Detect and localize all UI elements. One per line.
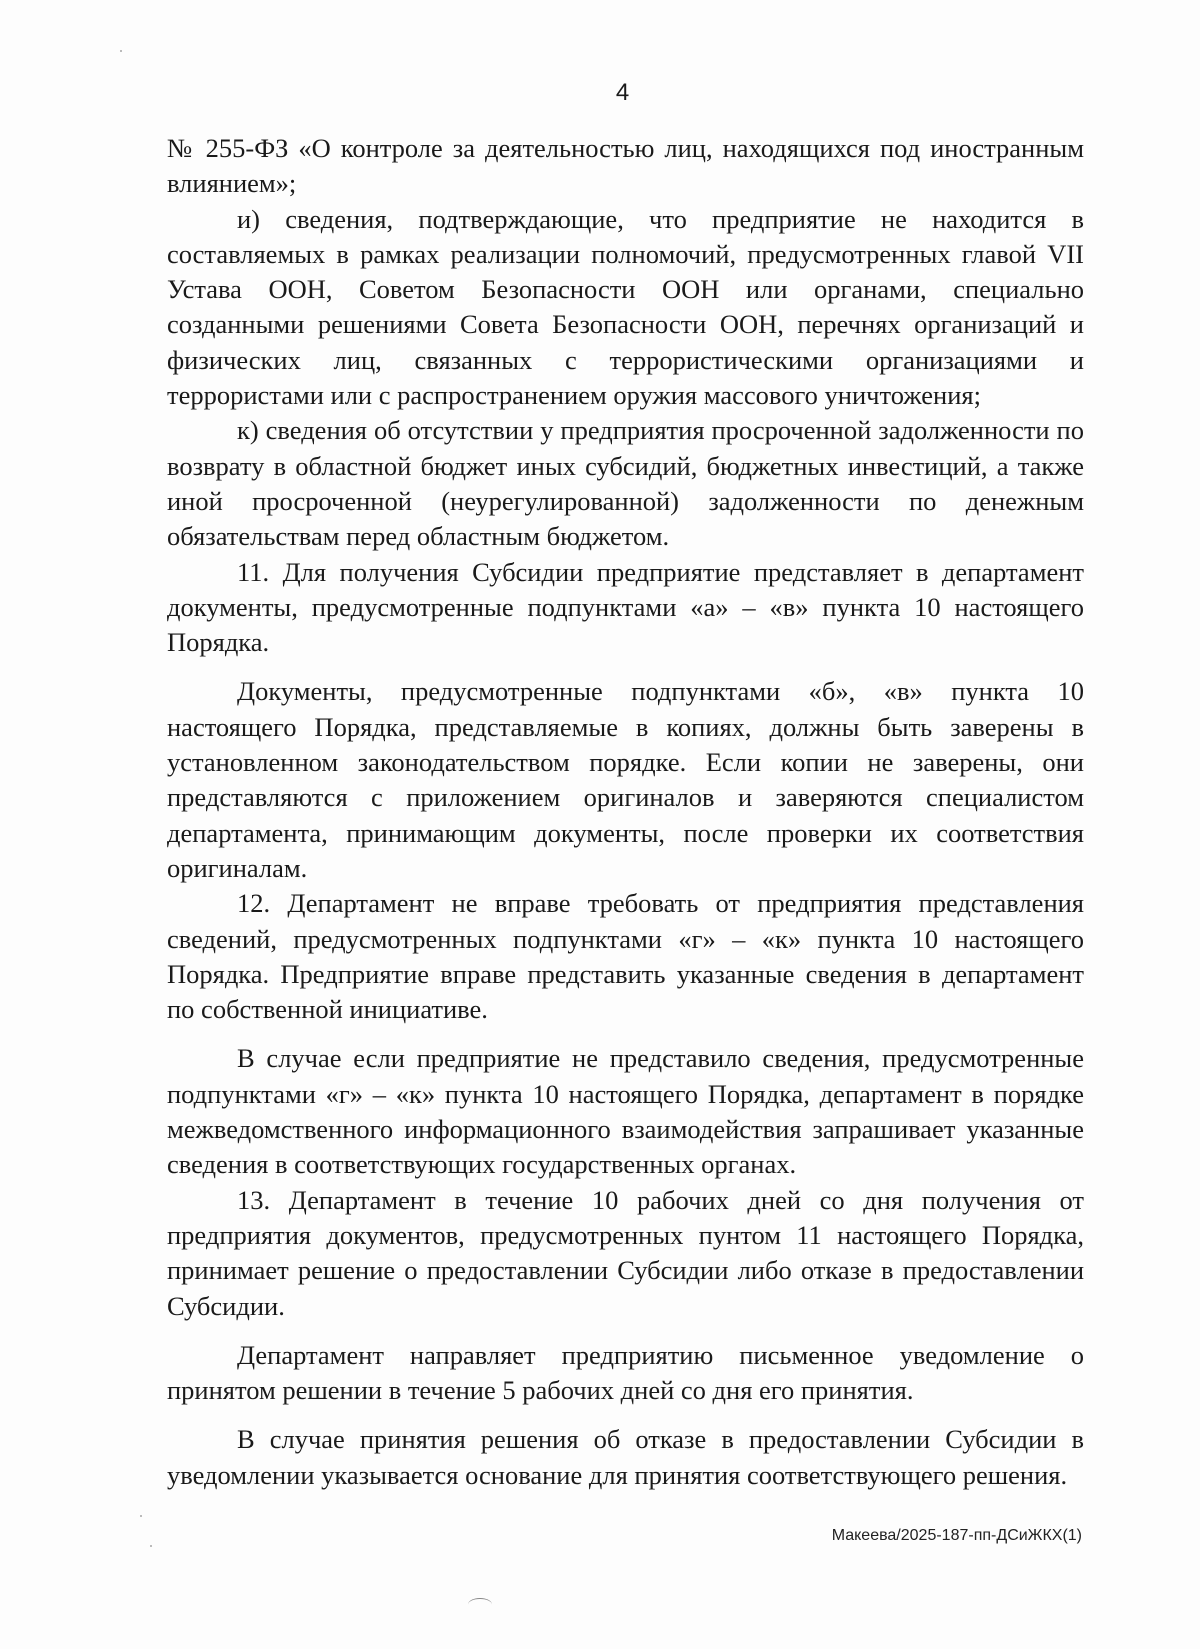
paragraph-item-i: и) сведения, подтверждающие, что предприятие не находится в составляемых в рамках реализации полномочий, предусмотренных главой VII Устава ООН, Советом Безопасности ООН или органами, специально созданными решениями Совета Безопасности ООН, перечнях организаций и физических лиц, связанных с террористическими организациями и террористами или с распространением оружия массового уничтожения; [167,203,1084,411]
paragraph-notification: Департамент направляет предприятию письменное уведомление о принятом решении в течение 5 рабочих дней со дня его принятия. [167,1339,1084,1406]
scan-artifact-dot [150,1545,152,1547]
paragraph-clause-11: 11. Для получения Субсидии предприятие представляет в департамент документы, предусмотренные подпунктами «а» – «в» пункта 10 настоящего Порядка. [167,556,1084,658]
document-body [167,131,1084,1493]
page-number: 4 [615,79,630,106]
scan-artifact-dot [140,1515,142,1517]
scan-artifact-dot [120,50,122,52]
paragraph-continuation: № 255-ФЗ «О контроле за деятельностью лиц, находящихся под иностранным влиянием»; [167,133,1084,199]
footer-document-code: Макеева/2025-187-пп-ДСиЖКХ(1) [831,1527,1082,1544]
scan-artifact-mark [468,1598,492,1611]
paragraph-interagency-request: В случае если предприятие не представило сведения, предусмотренные подпунктами «г» – «к» пункта 10 настоящего Порядка, департамент в порядке межведомственного информационного взаимодействия запрашивает указанные сведения в соответствующих государственных органах. [167,1043,1084,1180]
paragraph-clause-13: 13. Департамент в течение 10 рабочих дней со дня получения от предприятия документов, предусмотренных пунтом 11 настоящего Порядка, принимает решение о предоставлении Субсидии либо отказе в предоставлении Субсидии. [167,1184,1084,1321]
paragraph-documents: Документы, предусмотренные подпунктами «б», «в» пункта 10 настоящего Порядка, представляемые в копиях, должны быть заверены в установленном законодательством порядке. Если копии не заверены, они представляются с приложением оригиналов и заверяются специалистом департамента, принимающим документы, после проверки их соответствия оригиналам. [167,676,1084,883]
paragraph-item-k: к) сведения об отсутствии у предприятия просроченной задолженности по возврату в областной бюджет иных субсидий, бюджетных инвестиций, а также иной просроченной (неурегулированной) задолженности по денежным обязательствам перед областным бюджетом. [167,415,1084,552]
paragraph-clause-12: 12. Департамент не вправе требовать от предприятия представления сведений, предусмотренных подпунктами «г» – «к» пункта 10 настоящего Порядка. Предприятие вправе представить указанные сведения в департамент по собственной инициативе. [167,888,1084,1025]
paragraph-refusal-grounds: В случае принятия решения об отказе в предоставлении Субсидии в уведомлении указывается основание для принятия соответствующего решения. [167,1424,1084,1490]
